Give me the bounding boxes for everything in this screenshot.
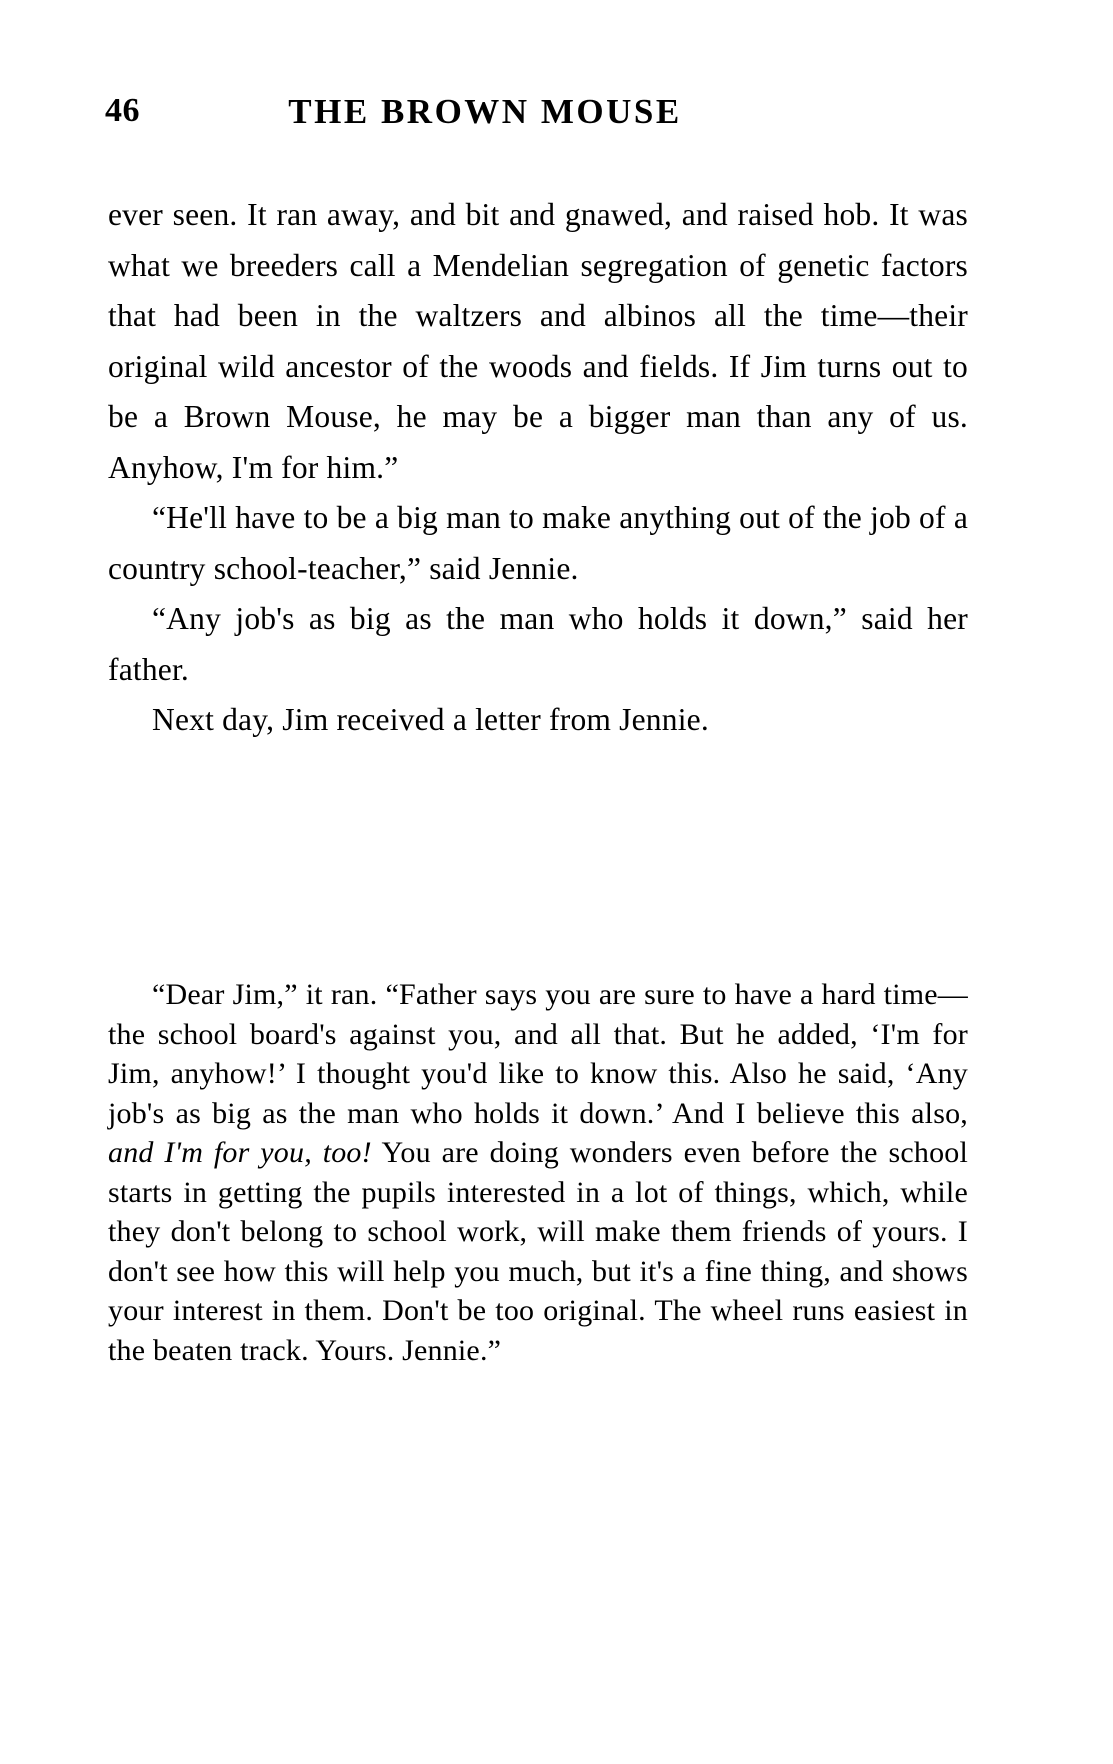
body-text xyxy=(108,190,968,746)
paragraph: “Any job's as big as the man who holds it down,” said her father. xyxy=(108,601,968,687)
letter-paragraph xyxy=(108,975,968,1370)
page-header xyxy=(105,92,985,142)
running-title: THE BROWN MOUSE xyxy=(288,92,682,131)
letter-lead-in: “Dear Jim,” it ran. “Father says you are sure to have a hard time—the school board's against you, and all that. But he added, ‘I'm for Jim, anyhow!’ I thought you'd like to know this. Also he said, ‘Any job's as big as the man who holds it down.’ And I believe this also, xyxy=(108,978,968,1130)
paragraph: “He'll have to be a big man to make anything out of the job of a country school-teacher,” said Jennie. xyxy=(108,500,968,586)
paragraph: ever seen. It ran away, and bit and gnawed, and raised hob. It was what we breeders call a Mendelian segregation of genetic factors that had been in the waltzers and albinos all the time—their original wild ancestor of the woods and fields. If Jim turns out to be a Brown Mouse, he may be a bigger man than any of us. Anyhow, I'm for him.” xyxy=(108,197,968,485)
paragraph: Next day, Jim received a letter from Jennie. xyxy=(152,702,709,737)
letter-continuation: You are doing wonders even before the school starts in getting the pupils interested in a lot of things, which, while they don't belong to school work, will make them friends of yours. I don't see how this will help you much, but it's a fine thing, and shows your interest in them. Don't be too original. The wheel runs easiest in the beaten track. Yours. Jennie.” xyxy=(108,1136,968,1367)
letter-quotation xyxy=(108,975,968,1370)
letter-italic-phrase: and I'm for you, too! xyxy=(108,1136,372,1169)
page-number: 46 xyxy=(105,92,140,129)
